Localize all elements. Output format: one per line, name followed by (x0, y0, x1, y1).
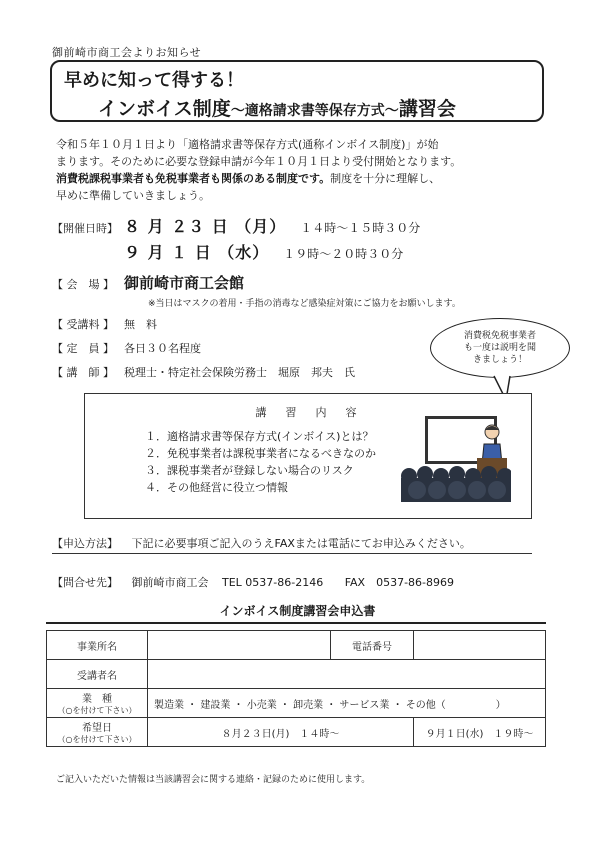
date-option-1[interactable]: ８月２３日(月) １４時～ (148, 718, 414, 747)
schedule-time1: １４時～１５時３０分 (300, 221, 421, 235)
phone-label: 電話番号 (331, 631, 414, 660)
capacity-row (52, 340, 201, 356)
bubble-line1: 消費税免税事業者 (463, 331, 536, 341)
footnote: ご記入いただいた情報は当該講習会に関する連絡・記録のために使用します。 (56, 775, 371, 785)
fee-value: 無 料 (124, 318, 157, 331)
phone-field[interactable] (414, 631, 546, 660)
speech-bubble (430, 318, 570, 378)
intro-line3 (56, 170, 546, 187)
lecturer-row (52, 364, 355, 380)
venue-label: 【 会 場 】 (52, 278, 114, 291)
bubble-line3: きましょう！ (472, 355, 527, 365)
title-line1: 早めに知って得する！ (64, 70, 244, 91)
industry-label-cell (47, 689, 148, 718)
title-box (50, 60, 544, 122)
schedule-row-2 (52, 240, 403, 263)
capacity-label: 【 定 員 】 (52, 342, 114, 355)
fee-label: 【 受講料 】 (52, 318, 114, 331)
bubble-line2: も一度は説明を聞 (463, 343, 536, 353)
content-title: 講 習 内 容 (255, 406, 361, 419)
industry-label: 業 種 (82, 694, 112, 705)
content-item: ３．課税事業者が登録しない場合のリスク (145, 464, 354, 477)
venue-row (52, 272, 244, 293)
form-title: インボイス制度講習会申込書 (219, 604, 376, 618)
contact-label: 【問合せ先】 (52, 576, 118, 589)
venue-value: 御前崎市商工会館 (124, 274, 245, 292)
title-sub: ～適格請求書等保存方式～ (230, 103, 399, 119)
lecturer-value: 税理士・特定社会保険労務士 堀原 邦夫 氏 (124, 366, 355, 379)
title-end: 講習会 (398, 98, 456, 120)
schedule-date2: ９ 月 １ 日 （水） (124, 243, 270, 262)
content-box (84, 393, 532, 519)
contact-row (52, 574, 454, 590)
date-label-cell (47, 718, 148, 747)
intro-bold: 消費税課税事業者も免税事業者も関係のある制度です。 (56, 172, 331, 185)
application-form (46, 630, 546, 747)
contact-tel: TEL 0537-86-2146 (222, 576, 324, 589)
content-list (145, 428, 376, 496)
business-name-field[interactable] (148, 631, 331, 660)
capacity-value: 各日３０名程度 (124, 342, 201, 355)
title-main: インボイス制度 (98, 98, 231, 120)
contact-org: 御前崎市商工会 (131, 576, 209, 589)
lecturer-label: 【 講 師 】 (52, 366, 114, 379)
date-label: 希望日 (82, 723, 112, 734)
business-name-label: 事業所名 (47, 631, 148, 660)
schedule-time2: １９時～２０時３０分 (283, 247, 404, 261)
date-note: （○を付けて下さい） (57, 735, 137, 744)
apply-row (52, 535, 471, 551)
venue-note: ※当日はマスクの着用・手指の消毒など感染症対策にご協力をお願いします。 (148, 299, 461, 309)
divider (46, 622, 546, 624)
schedule-row-1 (52, 214, 420, 237)
intro-paragraph (56, 136, 546, 204)
industry-note: （○を付けて下さい） (57, 706, 137, 715)
contact-fax: FAX 0537-86-8969 (344, 576, 455, 589)
attendee-field[interactable] (148, 660, 546, 689)
fee-row (52, 316, 157, 332)
schedule-label: 【開催日時】 (52, 222, 118, 235)
title-line2 (98, 94, 456, 121)
apply-label: 【申込方法】 (52, 537, 118, 550)
content-item: ４．その他経営に役立つ情報 (145, 481, 288, 494)
apply-value: 下記に必要事項ご記入のうえFAXまたは電話にてお申込みください。 (131, 537, 471, 550)
date-option-2[interactable]: ９月１日(水) １９時～ (414, 718, 546, 747)
divider (52, 553, 532, 554)
content-item: ２．免税事業者は課税事業者になるべきなのか (145, 447, 376, 460)
intro-line4: 早めに準備していきましょう。 (56, 189, 210, 202)
org-notice: 御前崎市商工会よりお知らせ (52, 46, 202, 59)
intro-rest: 制度を十分に理解し、 (330, 172, 441, 185)
content-item: １．適格請求書等保存方式(インボイス)とは？ (145, 430, 374, 443)
attendee-label: 受講者名 (47, 660, 148, 689)
schedule-date1: ８ 月 ２３ 日 （月） (124, 217, 287, 236)
audience-icon (401, 452, 511, 502)
intro-line1: 令和５年１０月１日より「適格請求書等保存方式(通称インボイス制度)」が始 (56, 138, 439, 151)
intro-line2: まります。そのために必要な登録申請が今年１０月１日より受付開始となります。 (56, 155, 462, 168)
industry-options[interactable]: 製造業 ・ 建設業 ・ 小売業 ・ 卸売業 ・ サービス業 ・ その他（ ） (148, 689, 546, 718)
